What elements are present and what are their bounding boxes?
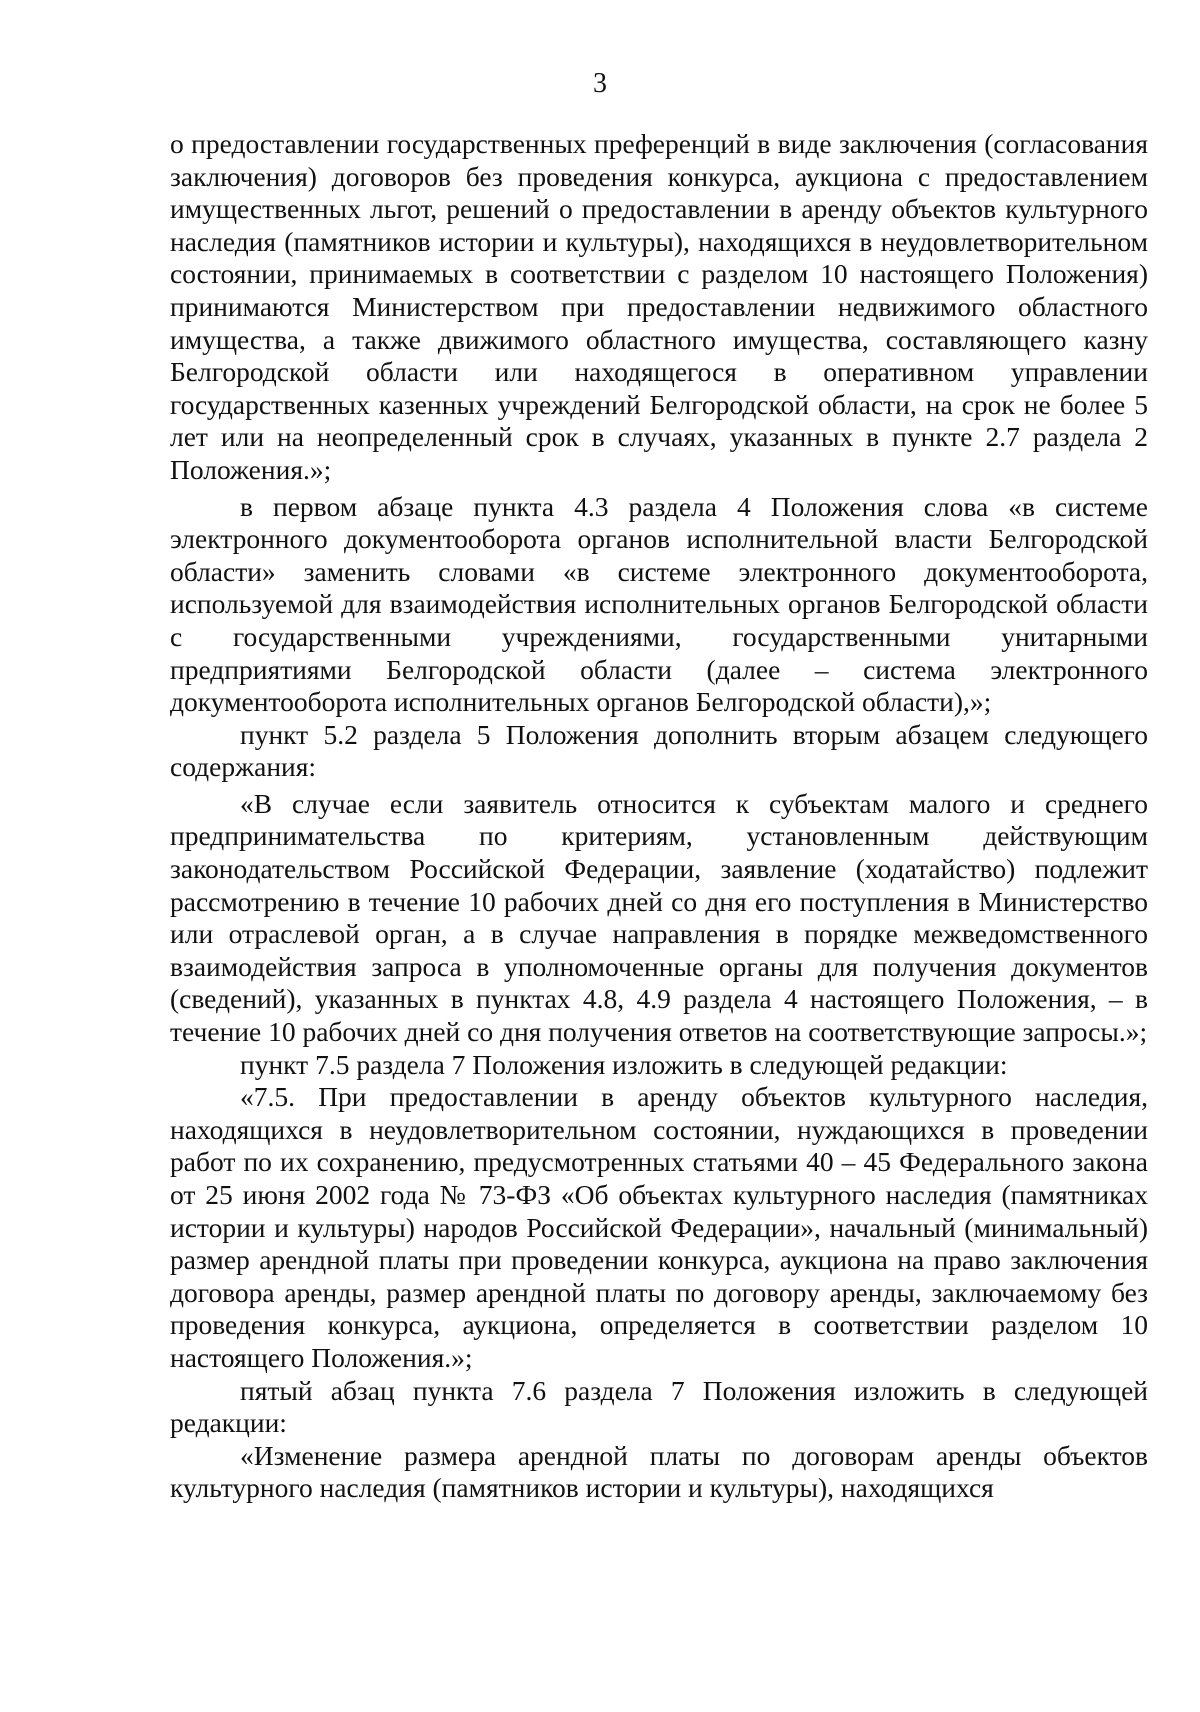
document-body [170, 128, 1148, 1505]
paragraph-amendment-7-5: пункт 7.5 раздела 7 Положения изложить в следующей редакции: [240, 1048, 1008, 1080]
page-number: 3 [593, 68, 607, 99]
paragraph-quote-7-6: «Изменение размера арендной платы по договорам аренды объектов культурного наследия (памятников истории и культуры), находящихся [170, 1439, 1148, 1504]
paragraph-amendment-5-2: пункт 5.2 раздела 5 Положения дополнить вторым абзацем следующего содержания: [170, 718, 1148, 783]
paragraph-amendment-7-6: пятый абзац пункта 7.6 раздела 7 Положения изложить в следующей редакции: [170, 1374, 1148, 1439]
paragraph-amendment-4-3: в первом абзаце пункта 4.3 раздела 4 Положения слова «в системе электронного документооборота органов исполнительной власти Белгородской области» заменить словами «в системе электронного документооборота, используемой для взаимодействия исполнительных органов Белгородской области с государственными учреждениями, государственными унитарными предприятиями Белгородской области (далее – система электронного документооборота исполнительных органов Белгородской области),»; [170, 490, 1148, 718]
paragraph-quote-7-5: «7.5. При предоставлении в аренду объектов культурного наследия, находящихся в неудовлетворительном состоянии, нуждающихся в проведении работ по их сохранению, предусмотренных статьями 40 – 45 Федерального закона от 25 июня 2002 года № 73-ФЗ «Об объектах культурного наследия (памятниках истории и культуры) народов Российской Федерации», начальный (минимальный) размер арендной платы при проведении конкурса, аукциона на право заключения договора аренды, размер арендной платы по договору аренды, заключаемому без проведения конкурса, аукциона, определяется в соответствии разделом 10 настоящего Положения.»; [170, 1081, 1148, 1373]
paragraph-quote-5-2: «В случае если заявитель относится к субъектам малого и среднего предпринимательства по критериям, установленным действующим законодательством Российской Федерации, заявление (ходатайство) подлежит рассмотрению в течение 10 рабочих дней со дня его поступления в Министерство или отраслевой орган, а в случае направления в порядке межведомственного взаимодействия запроса в уполномоченные органы для получения документов (сведений), указанных в пунктах 4.8, 4.9 раздела 4 настоящего Положения, – в течение 10 рабочих дней со дня получения ответов на соответствующие запросы.»; [170, 787, 1148, 1048]
paragraph-continuation: о предоставлении государственных преференций в виде заключения (согласования заключения) договоров без проведения конкурса, аукциона с предоставлением имущественных льгот, решений о предоставлении в аренду объектов культурного наследия (памятников истории и культуры), находящихся в неудовлетворительном состоянии, принимаемых в соответствии с разделом 10 настоящего Положения) принимаются Министерством при предоставлении недвижимого областного имущества, а также движимого областного имущества, составляющего казну Белгородской области или находящегося в оперативном управлении государственных казенных учреждений Белгородской области, на срок не более 5 лет или на неопределенный срок в случаях, указанных в пункте 2.7 раздела 2 Положения.»; [170, 128, 1148, 485]
